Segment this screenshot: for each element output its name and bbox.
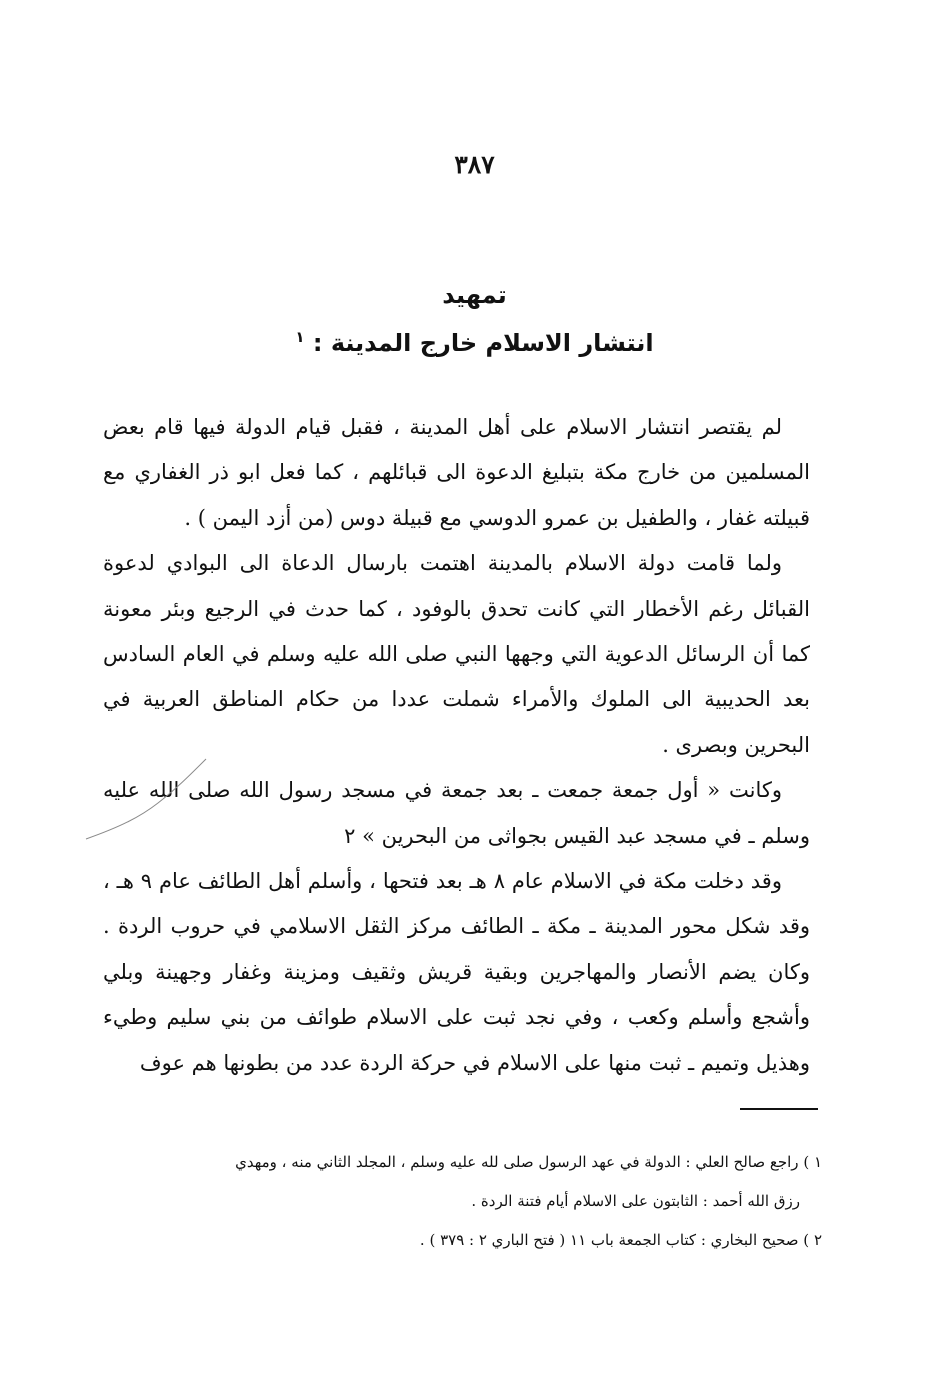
footnote-2: ٢ ) صحيح البخاري : كتاب الجمعة باب ١١ ( فتح الباري ٢ : ٣٧٩ ) . bbox=[419, 1231, 822, 1249]
footnote-marker: ١ bbox=[295, 328, 305, 346]
footnotes bbox=[150, 1143, 822, 1260]
section-subheading bbox=[0, 315, 949, 365]
body-text bbox=[103, 405, 810, 1086]
section-heading: تمهيد bbox=[442, 281, 507, 309]
paragraph-2: ولما قامت دولة الاسلام بالمدينة اهتمت بارسال الدعاة الى البوادي لدعوة القبائل رغم الأخطار التي كانت تحدق بالوفود ، كما حدث في الرجيع وبئر معونة كما أن الرسائل الدعوية التي وجهها النبي صلى الله عليه وسلم في العام السادس بعد الحديبية الى الملوك والأمراء شملت عددا من حكام المناطق العربية في البحرين وبصرى . bbox=[103, 551, 810, 757]
paragraph-1: لم يقتصر انتشار الاسلام على أهل المدينة ، فقبل قيام الدولة فيها قام بعض المسلمين من خارج مكة بتبليغ الدعوة الى قبائلهم ، كما فعل ابو ذر الغفاري مع قبيلته غفار ، والطفيل بن عمرو الدوسي مع قبيلة دوس (من أزد اليمن ) . bbox=[103, 415, 810, 530]
paragraph-3: وكانت « أول جمعة جمعت ـ بعد جمعة في مسجد رسول الله صلى الله عليه وسلم ـ في مسجد عبد القيس بجواثى من البحرين » ٢ bbox=[103, 778, 810, 848]
subheading-text: انتشار الاسلام خارج المدينة : bbox=[312, 329, 654, 357]
footnote-separator bbox=[740, 1108, 818, 1110]
margin-pencil-mark bbox=[80, 755, 210, 845]
paragraph-4: وقد دخلت مكة في الاسلام عام ٨ هـ بعد فتحها ، وأسلم أهل الطائف عام ٩ هـ ، وقد شكل محور المدينة ـ مكة ـ الطائف مركز الثقل الاسلامي في حروب الردة . وكان يضم الأنصار والمهاجرين وبقية قريش وثقيف ومزينة وغفار وجهينة وبلي وأشجع وأسلم وكعب ، وفي نجد ثبت على الاسلام طوائف من بني سليم وطيء وهذيل وتميم ـ ثبت منها على الاسلام في حركة الردة عدد من بطونها هم عوف bbox=[103, 869, 810, 1075]
title-block bbox=[0, 275, 949, 365]
page-number: ٣٨٧ bbox=[454, 150, 495, 179]
footnote-1: ١ ) راجع صالح العلي : الدولة في عهد الرسول صلى لله عليه وسلم ، المجلد الثاني منه ، ومهدي bbox=[235, 1153, 822, 1171]
footnote-1-continued: رزق الله أحمد : الثابتون على الاسلام أيام فتنة الردة . bbox=[471, 1192, 800, 1210]
